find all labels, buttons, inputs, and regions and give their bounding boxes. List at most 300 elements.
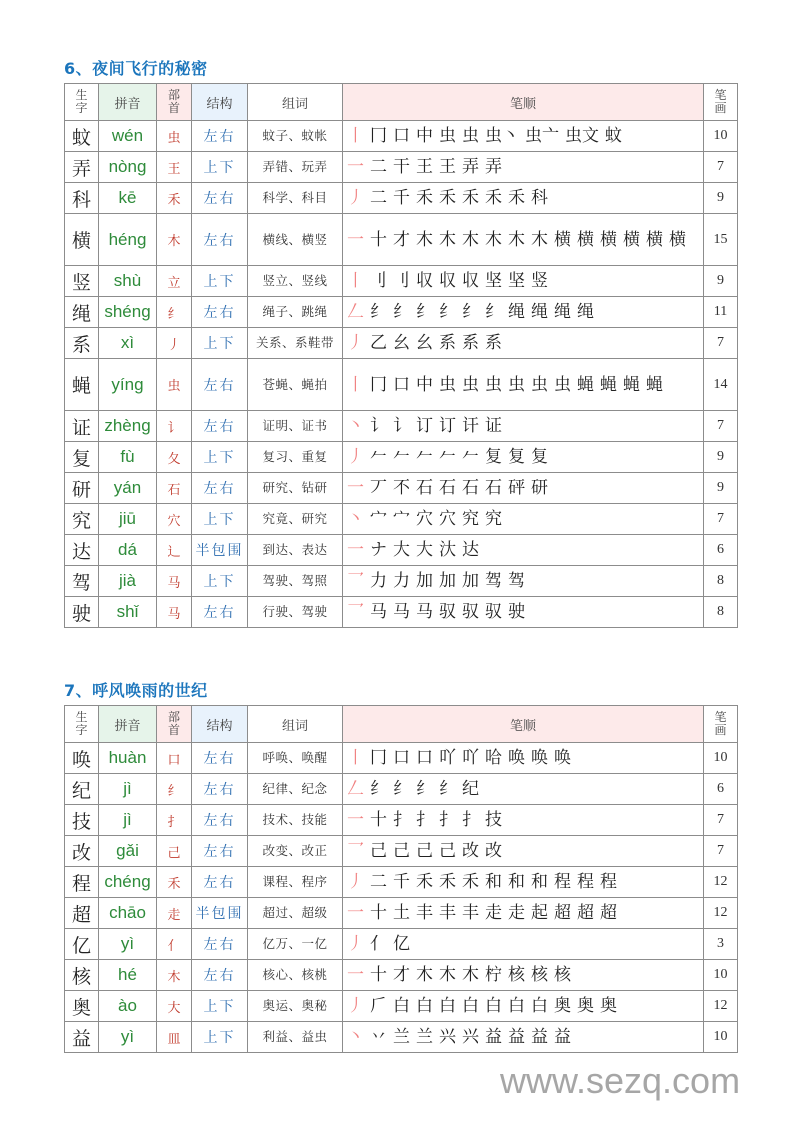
char-cell: 究 bbox=[65, 504, 99, 535]
words-cell: 改变、改正 bbox=[248, 836, 343, 867]
stroke-step: 系 bbox=[485, 333, 502, 353]
pinyin-cell: yì bbox=[99, 1022, 157, 1053]
structure-cell: 半包围 bbox=[192, 535, 248, 566]
stroke-step: 虫 bbox=[462, 126, 479, 146]
pinyin-cell: hé bbox=[99, 960, 157, 991]
stroke-step: 纟 bbox=[393, 779, 410, 799]
stroke-step: 一 bbox=[347, 478, 364, 498]
radical-cell: 己 bbox=[157, 836, 192, 867]
stroke-step: 冂 bbox=[370, 126, 387, 146]
stroke-step: 驶 bbox=[508, 602, 525, 622]
stroke-step: 白 bbox=[462, 996, 479, 1016]
pinyin-cell: jì bbox=[99, 774, 157, 805]
stroke-step: 蝇 bbox=[623, 374, 640, 395]
stroke-step: 纟 bbox=[416, 302, 433, 322]
stroke-step: 丨 bbox=[347, 126, 364, 146]
pinyin-cell: huàn bbox=[99, 743, 157, 774]
table-row bbox=[65, 898, 738, 929]
pinyin-cell: kē bbox=[99, 183, 157, 214]
header-radical: 部 首 bbox=[157, 706, 192, 743]
stroke-order-cell bbox=[343, 152, 704, 183]
stroke-step: 禾 bbox=[462, 872, 479, 892]
stroke-step: 砰 bbox=[508, 478, 525, 498]
stroke-count-cell: 10 bbox=[704, 743, 738, 774]
stroke-step: 白 bbox=[416, 996, 433, 1016]
radical-cell: 石 bbox=[157, 473, 192, 504]
stroke-step: 十 bbox=[370, 810, 387, 830]
stroke-step: 吖 bbox=[462, 748, 479, 768]
stroke-step: 驭 bbox=[462, 602, 479, 622]
stroke-step: 宀 bbox=[393, 509, 410, 529]
watermark: www.sezq.com bbox=[500, 1060, 741, 1101]
stroke-step: 扌 bbox=[393, 810, 410, 830]
structure-cell: 左右 bbox=[192, 743, 248, 774]
stroke-step: 木 bbox=[416, 965, 433, 985]
stroke-order-cell bbox=[343, 442, 704, 473]
stroke-step: 绳 bbox=[577, 302, 594, 322]
words-cell: 技术、技能 bbox=[248, 805, 343, 836]
stroke-step: 己 bbox=[393, 841, 410, 861]
stroke-count-cell: 10 bbox=[704, 1022, 738, 1053]
table-row bbox=[65, 152, 738, 183]
stroke-step: 扌 bbox=[416, 810, 433, 830]
stroke-step: 木 bbox=[439, 229, 456, 250]
stroke-step: 虫 bbox=[531, 374, 548, 395]
stroke-step: 木 bbox=[416, 229, 433, 250]
stroke-step: 白 bbox=[439, 996, 456, 1016]
pinyin-cell: shù bbox=[99, 266, 157, 297]
pinyin-cell: gǎi bbox=[99, 836, 157, 867]
stroke-step: 改 bbox=[485, 841, 502, 861]
stroke-step: 口 bbox=[416, 748, 433, 768]
words-cell: 复习、重复 bbox=[248, 442, 343, 473]
structure-cell: 上下 bbox=[192, 991, 248, 1022]
stroke-step: 吖 bbox=[439, 748, 456, 768]
stroke-step: 兴 bbox=[462, 1027, 479, 1047]
stroke-step: 幺 bbox=[416, 333, 433, 353]
table-row bbox=[65, 535, 738, 566]
stroke-step: 横 bbox=[646, 229, 663, 250]
stroke-step: 木 bbox=[439, 965, 456, 985]
stroke-count-cell: 6 bbox=[704, 774, 738, 805]
stroke-step: 研 bbox=[531, 478, 548, 498]
stroke-order-cell bbox=[343, 836, 704, 867]
stroke-step: 白 bbox=[485, 996, 502, 1016]
stroke-step: 己 bbox=[416, 841, 433, 861]
stroke-step: 超 bbox=[600, 903, 617, 923]
table-row bbox=[65, 359, 738, 411]
stroke-step: 禾 bbox=[462, 188, 479, 208]
stroke-order-cell bbox=[343, 867, 704, 898]
words-cell: 纪律、纪念 bbox=[248, 774, 343, 805]
radical-cell: 纟 bbox=[157, 774, 192, 805]
pinyin-cell: yán bbox=[99, 473, 157, 504]
stroke-step: 刂 bbox=[393, 271, 410, 291]
header-radical: 部 首 bbox=[157, 84, 192, 121]
stroke-step: 禾 bbox=[485, 188, 502, 208]
words-cell: 奥运、奥秘 bbox=[248, 991, 343, 1022]
stroke-step: 纟 bbox=[485, 302, 502, 322]
stroke-step: 系 bbox=[439, 333, 456, 353]
stroke-step: 才 bbox=[393, 229, 410, 250]
stroke-step: 驾 bbox=[508, 571, 525, 591]
stroke-step: 木 bbox=[462, 229, 479, 250]
stroke-step: 和 bbox=[485, 872, 502, 892]
radical-cell: 扌 bbox=[157, 805, 192, 836]
char-cell: 达 bbox=[65, 535, 99, 566]
stroke-order-cell bbox=[343, 743, 704, 774]
stroke-step: 奥 bbox=[600, 996, 617, 1016]
stroke-order-cell bbox=[343, 504, 704, 535]
char-cell: 技 bbox=[65, 805, 99, 836]
radical-cell: 虫 bbox=[157, 121, 192, 152]
stroke-step: 虫 bbox=[508, 374, 525, 395]
stroke-step: 蝇 bbox=[646, 374, 663, 395]
stroke-step: 王 bbox=[416, 157, 433, 177]
table-row bbox=[65, 597, 738, 628]
stroke-step: 弄 bbox=[485, 157, 502, 177]
table-header-row bbox=[65, 84, 738, 121]
stroke-step: 中 bbox=[416, 374, 433, 395]
words-cell: 利益、益虫 bbox=[248, 1022, 343, 1053]
stroke-step: 収 bbox=[416, 271, 433, 291]
header-char: 生 字 bbox=[65, 706, 99, 743]
structure-cell: 左右 bbox=[192, 867, 248, 898]
lesson-7-table bbox=[64, 705, 738, 1053]
char-cell: 超 bbox=[65, 898, 99, 929]
table-row bbox=[65, 214, 738, 266]
stroke-step: 虫丶 bbox=[485, 126, 519, 146]
stroke-step: 讠 bbox=[393, 416, 410, 436]
structure-cell: 上下 bbox=[192, 152, 248, 183]
table-row bbox=[65, 121, 738, 152]
structure-cell: 上下 bbox=[192, 1022, 248, 1053]
stroke-step: 禾 bbox=[508, 188, 525, 208]
stroke-step: 和 bbox=[531, 872, 548, 892]
stroke-step: 丿 bbox=[347, 447, 364, 467]
stroke-step: 𠂉 bbox=[439, 447, 456, 467]
stroke-step: 马 bbox=[370, 602, 387, 622]
stroke-step: 丿 bbox=[347, 188, 364, 208]
stroke-step: 纟 bbox=[439, 779, 456, 799]
stroke-step: 讠 bbox=[370, 416, 387, 436]
stroke-order-cell bbox=[343, 597, 704, 628]
stroke-step: 兰 bbox=[393, 1027, 410, 1047]
stroke-step: 𠂉 bbox=[370, 447, 387, 467]
header-words: 组词 bbox=[248, 84, 343, 121]
stroke-step: 丿 bbox=[347, 872, 364, 892]
stroke-step: 木 bbox=[462, 965, 479, 985]
stroke-step: 幺 bbox=[393, 333, 410, 353]
radical-cell: 木 bbox=[157, 214, 192, 266]
stroke-step: 十 bbox=[370, 903, 387, 923]
stroke-step: 土 bbox=[393, 903, 410, 923]
stroke-step: 丶 bbox=[347, 509, 364, 529]
char-cell: 改 bbox=[65, 836, 99, 867]
stroke-count-cell: 9 bbox=[704, 183, 738, 214]
words-cell: 研究、钻研 bbox=[248, 473, 343, 504]
stroke-step: 𠂉 bbox=[393, 447, 410, 467]
lesson-6-table bbox=[64, 83, 738, 628]
radical-cell: 夂 bbox=[157, 442, 192, 473]
char-cell: 科 bbox=[65, 183, 99, 214]
stroke-count-cell: 7 bbox=[704, 152, 738, 183]
stroke-step: 石 bbox=[439, 478, 456, 498]
header-pinyin: 拼音 bbox=[99, 706, 157, 743]
stroke-step: 走 bbox=[485, 903, 502, 923]
stroke-step: 乛 bbox=[347, 841, 364, 861]
stroke-step: 扌 bbox=[462, 810, 479, 830]
table-row bbox=[65, 442, 738, 473]
stroke-step: 横 bbox=[623, 229, 640, 250]
table-row bbox=[65, 411, 738, 442]
stroke-step: 兴 bbox=[439, 1027, 456, 1047]
stroke-step: 弄 bbox=[462, 157, 479, 177]
char-cell: 驾 bbox=[65, 566, 99, 597]
stroke-step: 木 bbox=[508, 229, 525, 250]
stroke-step: 驾 bbox=[485, 571, 502, 591]
stroke-step: 乙 bbox=[370, 333, 387, 353]
stroke-count-cell: 9 bbox=[704, 473, 738, 504]
stroke-step: 纟 bbox=[370, 302, 387, 322]
stroke-step: 宀 bbox=[370, 509, 387, 529]
stroke-step: 丰 bbox=[439, 903, 456, 923]
radical-cell: 辶 bbox=[157, 535, 192, 566]
words-cell: 究竟、研究 bbox=[248, 504, 343, 535]
stroke-step: 刂 bbox=[370, 271, 387, 291]
words-cell: 蚊子、蚊帐 bbox=[248, 121, 343, 152]
stroke-step: 一 bbox=[347, 157, 364, 177]
stroke-order-cell bbox=[343, 297, 704, 328]
stroke-step: 核 bbox=[554, 965, 571, 985]
stroke-step: 木 bbox=[485, 229, 502, 250]
stroke-order-cell bbox=[343, 121, 704, 152]
words-cell: 证明、证书 bbox=[248, 411, 343, 442]
stroke-step: 禾 bbox=[416, 872, 433, 892]
stroke-step: 虫 bbox=[554, 374, 571, 395]
stroke-step: 丰 bbox=[462, 903, 479, 923]
radical-cell: 禾 bbox=[157, 183, 192, 214]
char-cell: 复 bbox=[65, 442, 99, 473]
stroke-step: 扌 bbox=[439, 810, 456, 830]
structure-cell: 左右 bbox=[192, 214, 248, 266]
structure-cell: 左右 bbox=[192, 836, 248, 867]
stroke-step: 益 bbox=[531, 1027, 548, 1047]
char-cell: 唤 bbox=[65, 743, 99, 774]
stroke-step: 横 bbox=[577, 229, 594, 250]
pinyin-cell: ào bbox=[99, 991, 157, 1022]
stroke-step: 白 bbox=[508, 996, 525, 1016]
radical-cell: 讠 bbox=[157, 411, 192, 442]
stroke-step: 虫 bbox=[439, 374, 456, 395]
stroke-step: 纟 bbox=[370, 779, 387, 799]
stroke-step: 程 bbox=[577, 872, 594, 892]
stroke-step: 白 bbox=[531, 996, 548, 1016]
stroke-count-cell: 7 bbox=[704, 411, 738, 442]
radical-cell: 丿 bbox=[157, 328, 192, 359]
char-cell: 驶 bbox=[65, 597, 99, 628]
structure-cell: 上下 bbox=[192, 442, 248, 473]
stroke-step: 一 bbox=[347, 229, 364, 250]
radical-cell: 禾 bbox=[157, 867, 192, 898]
stroke-order-cell bbox=[343, 1022, 704, 1053]
pinyin-cell: wén bbox=[99, 121, 157, 152]
stroke-step: 马 bbox=[416, 602, 433, 622]
stroke-step: 穴 bbox=[416, 509, 433, 529]
radical-cell: 口 bbox=[157, 743, 192, 774]
pinyin-cell: jiū bbox=[99, 504, 157, 535]
table-row bbox=[65, 1022, 738, 1053]
stroke-step: 丨 bbox=[347, 748, 364, 768]
stroke-step: 蝇 bbox=[577, 374, 594, 395]
stroke-step: 十 bbox=[370, 229, 387, 250]
stroke-step: 订 bbox=[416, 416, 433, 436]
char-cell: 纪 bbox=[65, 774, 99, 805]
stroke-count-cell: 7 bbox=[704, 504, 738, 535]
table-row bbox=[65, 328, 738, 359]
words-cell: 弄错、玩弄 bbox=[248, 152, 343, 183]
radical-cell: 走 bbox=[157, 898, 192, 929]
stroke-step: 禾 bbox=[416, 188, 433, 208]
table-row bbox=[65, 805, 738, 836]
stroke-step: 十 bbox=[370, 965, 387, 985]
stroke-count-cell: 10 bbox=[704, 121, 738, 152]
header-pinyin: 拼音 bbox=[99, 84, 157, 121]
words-cell: 核心、核桃 bbox=[248, 960, 343, 991]
radical-cell: 虫 bbox=[157, 359, 192, 411]
structure-cell: 左右 bbox=[192, 805, 248, 836]
pinyin-cell: fù bbox=[99, 442, 157, 473]
stroke-step: 穴 bbox=[439, 509, 456, 529]
pinyin-cell: xì bbox=[99, 328, 157, 359]
stroke-step: 益 bbox=[485, 1027, 502, 1047]
pinyin-cell: yíng bbox=[99, 359, 157, 411]
stroke-step: 走 bbox=[508, 903, 525, 923]
stroke-step: 丨 bbox=[347, 374, 364, 395]
words-cell: 课程、程序 bbox=[248, 867, 343, 898]
char-cell: 弄 bbox=[65, 152, 99, 183]
stroke-step: 起 bbox=[531, 903, 548, 923]
structure-cell: 左右 bbox=[192, 960, 248, 991]
stroke-step: 系 bbox=[462, 333, 479, 353]
radical-cell: 穴 bbox=[157, 504, 192, 535]
structure-cell: 左右 bbox=[192, 183, 248, 214]
structure-cell: 左右 bbox=[192, 473, 248, 504]
header-words: 组词 bbox=[248, 706, 343, 743]
stroke-order-cell bbox=[343, 183, 704, 214]
char-cell: 证 bbox=[65, 411, 99, 442]
header-structure: 结构 bbox=[192, 706, 248, 743]
pinyin-cell: dá bbox=[99, 535, 157, 566]
radical-cell: 木 bbox=[157, 960, 192, 991]
stroke-step: 坚 bbox=[485, 271, 502, 291]
structure-cell: 上下 bbox=[192, 328, 248, 359]
radical-cell: 纟 bbox=[157, 297, 192, 328]
stroke-order-cell bbox=[343, 566, 704, 597]
stroke-step: 唤 bbox=[531, 748, 548, 768]
stroke-step: 丰 bbox=[416, 903, 433, 923]
stroke-count-cell: 9 bbox=[704, 442, 738, 473]
structure-cell: 左右 bbox=[192, 929, 248, 960]
stroke-step: 复 bbox=[485, 447, 502, 467]
stroke-step: 大 bbox=[393, 540, 410, 560]
header-stroke-count: 笔 画 bbox=[704, 84, 738, 121]
stroke-step: 纟 bbox=[416, 779, 433, 799]
stroke-step: 虫 bbox=[462, 374, 479, 395]
stroke-count-cell: 6 bbox=[704, 535, 738, 566]
stroke-step: 虫亠 bbox=[525, 126, 559, 146]
table-row bbox=[65, 929, 738, 960]
table-row bbox=[65, 743, 738, 774]
stroke-step: 虫 bbox=[439, 126, 456, 146]
stroke-step: 驭 bbox=[485, 602, 502, 622]
table-header-row bbox=[65, 706, 738, 743]
stroke-step: 超 bbox=[577, 903, 594, 923]
stroke-step: 𠃋 bbox=[347, 779, 364, 799]
char-cell: 研 bbox=[65, 473, 99, 504]
stroke-step: 石 bbox=[416, 478, 433, 498]
words-cell: 呼唤、唤醒 bbox=[248, 743, 343, 774]
table-row bbox=[65, 774, 738, 805]
stroke-step: 乛 bbox=[347, 571, 364, 591]
stroke-step: 科 bbox=[531, 188, 548, 208]
stroke-step: 横 bbox=[600, 229, 617, 250]
structure-cell: 上下 bbox=[192, 504, 248, 535]
stroke-step: 二 bbox=[370, 188, 387, 208]
words-cell: 行驶、驾驶 bbox=[248, 597, 343, 628]
lesson-6-rows bbox=[65, 121, 738, 628]
pinyin-cell: nòng bbox=[99, 152, 157, 183]
pinyin-cell: shǐ bbox=[99, 597, 157, 628]
table-row bbox=[65, 266, 738, 297]
stroke-step: 冂 bbox=[370, 374, 387, 395]
stroke-step: 亿 bbox=[393, 934, 410, 954]
char-cell: 横 bbox=[65, 214, 99, 266]
header-structure: 结构 bbox=[192, 84, 248, 121]
table-row bbox=[65, 836, 738, 867]
stroke-step: 柠 bbox=[485, 965, 502, 985]
stroke-step: 绳 bbox=[508, 302, 525, 322]
stroke-step: 禾 bbox=[439, 872, 456, 892]
pinyin-cell: zhèng bbox=[99, 411, 157, 442]
structure-cell: 左右 bbox=[192, 411, 248, 442]
table-row bbox=[65, 183, 738, 214]
pinyin-cell: héng bbox=[99, 214, 157, 266]
stroke-step: 丨 bbox=[347, 271, 364, 291]
stroke-count-cell: 3 bbox=[704, 929, 738, 960]
stroke-order-cell bbox=[343, 473, 704, 504]
stroke-step: 哈 bbox=[485, 748, 502, 768]
stroke-step: 収 bbox=[462, 271, 479, 291]
stroke-step: 汏 bbox=[439, 540, 456, 560]
stroke-count-cell: 8 bbox=[704, 597, 738, 628]
stroke-step: 一 bbox=[347, 903, 364, 923]
stroke-count-cell: 9 bbox=[704, 266, 738, 297]
char-cell: 程 bbox=[65, 867, 99, 898]
stroke-order-cell bbox=[343, 328, 704, 359]
stroke-step: 干 bbox=[393, 157, 410, 177]
stroke-step: 和 bbox=[508, 872, 525, 892]
stroke-step: 丶 bbox=[347, 1027, 364, 1047]
stroke-count-cell: 15 bbox=[704, 214, 738, 266]
stroke-step: 驭 bbox=[439, 602, 456, 622]
stroke-step: 技 bbox=[485, 810, 502, 830]
stroke-step: 纪 bbox=[462, 779, 479, 799]
lesson-6-title: 6、夜间飞行的秘密 bbox=[64, 59, 208, 78]
stroke-step: 虫文 bbox=[565, 126, 599, 146]
stroke-step: 丿 bbox=[347, 333, 364, 353]
stroke-count-cell: 7 bbox=[704, 805, 738, 836]
